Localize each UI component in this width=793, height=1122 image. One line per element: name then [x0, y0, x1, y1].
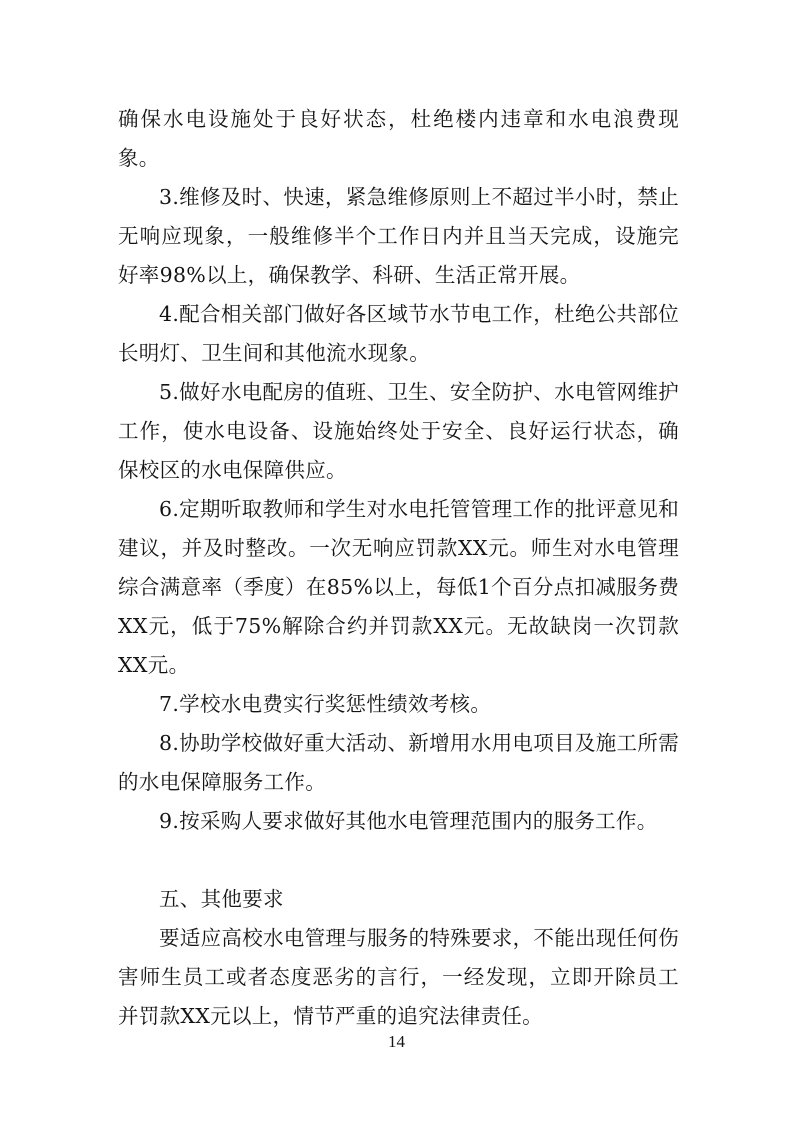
section-paragraph: 要适应高校水电管理与服务的特殊要求，不能出现任何伤害师生员工或者态度恶劣的言行，一经发现，立即开除员工并罚款XX元以上，情节严重的追究法律责任。 — [118, 926, 679, 1028]
paragraph-item-6: 6.定期听取教师和学生对水电托管管理工作的批评意见和建议，并及时整改。一次无响应罚款XX元。师生对水电管理综合满意率（季度）在85%以上，每低1个百分点扣减服务费XX元，低于75%解除合约并罚款XX元。无故缺岗一次罚款XX元。 — [118, 497, 679, 677]
paragraph-item-7: 7.学校水电费实行奖惩性绩效考核。 — [159, 692, 492, 716]
paragraph-item-9: 9.按采购人要求做好其他水电管理范围内的服务工作。 — [159, 809, 658, 833]
paragraph-item-3: 3.维修及时、快速，紧急维修原则上不超过半小时，禁止无响应现象，一般维修半个工作日内并且当天完成，设施完好率98%以上，确保教学、科研、生活正常开展。 — [118, 185, 679, 287]
page-number: 14 — [388, 1032, 405, 1051]
section-spacer — [118, 841, 679, 880]
paragraph-continued: 确保水电设施处于良好状态，杜绝楼内违章和水电浪费现象。 — [118, 107, 679, 170]
document-body — [118, 100, 679, 1036]
section-heading: 五、其他要求 — [159, 887, 284, 911]
paragraph-item-5: 5.做好水电配房的值班、卫生、安全防护、水电管网维护工作，使水电设备、设施始终处于安全、良好运行状态，确保校区的水电保障供应。 — [118, 380, 679, 482]
paragraph-item-8: 8.协助学校做好重大活动、新增用水用电项目及施工所需的水电保障服务工作。 — [118, 731, 679, 794]
paragraph-item-4: 4.配合相关部门做好各区域节水节电工作，杜绝公共部位长明灯、卫生间和其他流水现象。 — [118, 302, 679, 365]
